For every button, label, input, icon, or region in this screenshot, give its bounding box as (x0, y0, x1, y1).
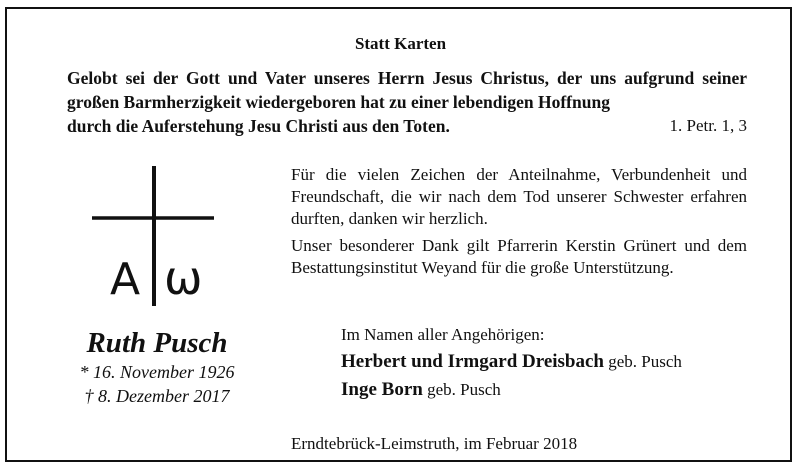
alpha-letter: A (110, 254, 141, 305)
omega-letter: ω (164, 251, 203, 305)
thanks-text (291, 164, 747, 284)
birth-date: * 16. November 1926 (79, 362, 235, 382)
bible-verse-ending: durch die Auferstehung Jesu Christi aus den Toten. (67, 116, 450, 136)
thanks-paragraph-1: Für die vielen Zeichen der Anteilnahme, Verbundenheit und Freundschaft, die wir nach dem Tod unserer Schwester erfahren durften, danken wir herzlich. (291, 165, 747, 228)
relative-note: geb. Pusch (427, 380, 501, 399)
death-notice (5, 7, 792, 462)
relative-note: geb. Pusch (608, 352, 682, 371)
bible-verse-last-line (67, 114, 747, 138)
thanks-paragraph-2: Unser besonderer Dank gilt Pfarrerin Kerstin Grünert und dem Bestattungsinstitut Weyand für die große Unterstützung. (291, 236, 747, 277)
notice-heading: Statt Karten (354, 34, 447, 53)
cross-alpha-omega-icon (92, 166, 222, 306)
death-date: † 8. Dezember 2017 (84, 386, 230, 406)
relative-line (341, 351, 682, 373)
signoff-intro: Im Namen aller Angehörigen: (341, 325, 545, 344)
bible-verse: Gelobt sei der Gott und Vater unseres Herrn Jesus Christus, der uns aufgrund seiner großen Barmherzigkeit wiedergeboren hat zu einer lebendigen Hoffnung (67, 68, 747, 112)
bible-reference: 1. Petr. 1, 3 (669, 116, 747, 135)
deceased-name: Ruth Pusch (86, 327, 228, 359)
relative-name: Inge Born (341, 379, 423, 400)
relative-name: Herbert und Irmgard Dreisbach (341, 351, 604, 372)
relative-line (341, 379, 501, 401)
place-date: Erndtebrück-Leimstruth, im Februar 2018 (291, 434, 578, 453)
